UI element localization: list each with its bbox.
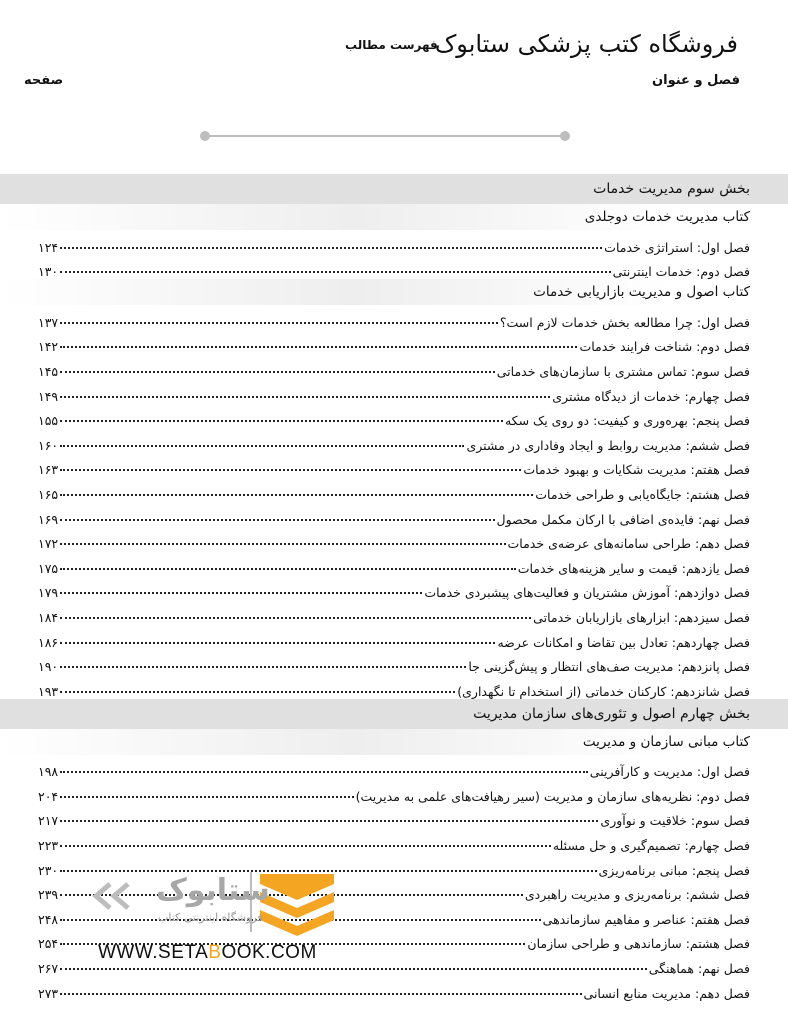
part-heading: بخش چهارم اصول و تئوری‌های سازمان مدیریت — [0, 699, 788, 729]
toc-label: فهرست مطالب — [345, 38, 438, 52]
chapter-title: فصل اول: مدیریت و کارآفرینی — [589, 764, 750, 780]
page-number: ۱۹۰ — [38, 659, 59, 675]
chapter-title: فصل چهارم: تصمیم‌گیری و حل مسئله — [552, 838, 750, 854]
page-number: ۱۶۰ — [38, 437, 59, 453]
dot-leader — [60, 568, 516, 570]
chapter-title: فصل دهم: طراحی سامانه‌های عرضه‌ی خدمات — [507, 536, 750, 552]
toc-entry — [0, 755, 788, 780]
chapter-title: فصل هفتم: مدیریت شکایات و بهبود خدمات — [523, 462, 750, 478]
page-number: ۲۴۸ — [38, 911, 59, 927]
dot-leader — [60, 322, 498, 324]
page-number: ۱۸۶ — [38, 634, 59, 650]
chapter-title: فصل یازدهم: قیمت و سایر هزینه‌های خدمات — [517, 560, 750, 576]
part-heading: بخش سوم مدیریت خدمات — [0, 174, 788, 204]
page-number: ۲۳۹ — [38, 887, 59, 903]
toc-entry — [0, 255, 788, 280]
page-number: ۱۹۸ — [38, 764, 59, 780]
toc-entry — [0, 230, 788, 255]
dot-leader — [60, 543, 505, 545]
chapter-title: فصل سوم: خلاقیت و نوآوری — [600, 813, 750, 829]
chapter-title: فصل دوم: شناخت فرایند خدمات — [579, 339, 750, 355]
toc-entry — [0, 804, 788, 829]
page-number: ۱۹۳ — [38, 683, 59, 699]
page-number: ۱۷۵ — [38, 560, 59, 576]
toc-entry — [0, 404, 788, 429]
dot-leader — [60, 445, 464, 447]
page-number: ۱۶۳ — [38, 462, 59, 478]
chapter-title: فصل سیزدهم: ابزارهای بازاریابان خدماتی — [533, 609, 750, 625]
dot-leader — [60, 617, 531, 619]
book-heading: کتاب مدیریت خدمات دوجلدی — [0, 204, 788, 230]
dot-leader — [60, 396, 550, 398]
toc-entry — [0, 477, 788, 502]
page-number: ۲۷۳ — [38, 985, 59, 1001]
page-number: ۱۳۷ — [38, 314, 59, 330]
toc-entry — [0, 551, 788, 576]
logo-brand: ستابوک — [156, 873, 270, 908]
page-number: ۱۳۰ — [38, 264, 59, 280]
page-number: ۱۴۵ — [38, 363, 59, 379]
page-number: ۲۰۴ — [38, 788, 59, 804]
page-number: ۱۵۵ — [38, 413, 59, 429]
dot-leader — [60, 666, 466, 668]
toc-entry — [0, 527, 788, 552]
chapter-title: فصل دوم: نظریه‌های سازمان و مدیریت (سیر رهیافت‌های علمی به مدیریت) — [355, 788, 750, 804]
dot-leader — [60, 420, 503, 422]
dot-leader — [60, 346, 577, 348]
toc-entry — [0, 379, 788, 404]
book-heading: کتاب مبانی سازمان و مدیریت — [0, 729, 788, 755]
toc-entry — [0, 779, 788, 804]
toc-entry — [0, 976, 788, 1001]
chapter-title: فصل دوازدهم: آموزش مشتریان و فعالیت‌های پیشبردی خدمات — [424, 585, 750, 601]
dot-leader — [60, 469, 521, 471]
chapter-title: فصل ششم: برنامه‌ریزی و مدیریت راهبردی — [524, 887, 750, 903]
toc-entry — [0, 828, 788, 853]
chapter-title: فصل هفتم: عناصر و مفاهیم سازماندهی — [542, 911, 750, 927]
chapter-title: فصل پنجم: مبانی برنامه‌ریزی — [598, 862, 750, 878]
dot-leader — [60, 820, 598, 822]
chapter-title: فصل دوم: خدمات اینترنتی — [612, 264, 750, 280]
dot-leader — [60, 642, 495, 644]
dot-leader — [60, 993, 581, 995]
page-number: ۱۴۹ — [38, 388, 59, 404]
chapter-title: فصل اول: استراتژی خدمات — [604, 239, 750, 255]
page-title: فروشگاه کتب پزشکی ستابوک — [434, 30, 738, 58]
page-number: ۲۶۷ — [38, 961, 59, 977]
dot-leader — [60, 691, 455, 693]
dot-leader — [60, 371, 495, 373]
dot-leader — [60, 494, 533, 496]
chapter-title: فصل ششم: مدیریت روابط و ایجاد وفاداری در مشتری — [466, 437, 750, 453]
chapter-title: فصل پانزدهم: مدیریت صف‌های انتظار و پیش‌گزینی جا — [468, 659, 750, 675]
toc-entry — [0, 330, 788, 355]
chapter-title: فصل سوم: تماس مشتری با سازمان‌های خدماتی — [496, 363, 750, 379]
page-number: ۱۷۲ — [38, 536, 59, 552]
page-number: ۲۲۳ — [38, 838, 59, 854]
dot-leader — [60, 796, 354, 798]
chapter-title: فصل اول: چرا مطالعه بخش خدمات لازم است؟ — [499, 314, 750, 330]
chapter-title: فصل نهم: فایده‌ی اضافی با ارکان مکمل محصول — [496, 511, 750, 527]
dot-leader — [60, 271, 610, 273]
chevrons-icon — [96, 884, 128, 908]
page-number: ۱۷۹ — [38, 585, 59, 601]
toc-entry — [0, 453, 788, 478]
toc-entry — [0, 305, 788, 330]
toc-entry — [0, 576, 788, 601]
chapter-title: فصل دهم: مدیریت منابع انسانی — [583, 985, 750, 1001]
toc-entry — [0, 625, 788, 650]
dot-leader — [60, 771, 588, 773]
page-number: ۱۸۴ — [38, 609, 59, 625]
dot-leader — [60, 247, 602, 249]
page-number: ۱۴۲ — [38, 339, 59, 355]
page-number: ۱۶۹ — [38, 511, 59, 527]
logo-url: WWW.SETABOOK.COM — [98, 942, 317, 963]
logo-tagline: فروشگاه اینترنتی کتاب — [158, 911, 263, 924]
dot-leader — [60, 845, 551, 847]
chapter-title: فصل هشتم: سازماندهی و طراحی سازمان — [527, 936, 750, 952]
chapter-title: فصل هشتم: جایگاه‌یابی و طراحی خدمات — [535, 486, 750, 502]
dot-leader — [60, 592, 422, 594]
toc-entry — [0, 428, 788, 453]
chapter-title: فصل شانزدهم: کارکنان خدماتی (از استخدام تا نگهداری) — [457, 683, 750, 699]
toc-entry — [0, 674, 788, 699]
chapter-title: فصل نهم: هماهنگی — [648, 961, 750, 977]
divider — [205, 135, 565, 137]
column-header-chapter: فصل و عنوان — [652, 73, 740, 88]
toc-entry — [0, 502, 788, 527]
book-heading: کتاب اصول و مدیریت بازاریابی خدمات — [0, 279, 788, 305]
chapter-title: فصل چهاردهم: تعادل بین تقاضا و امکانات عرضه — [497, 634, 750, 650]
chapter-title: فصل پنجم: بهره‌وری و کیفیت: دو روی یک سکه — [504, 413, 750, 429]
page-number: ۱۲۴ — [38, 239, 59, 255]
page-number: ۲۳۰ — [38, 862, 59, 878]
toc-entry — [0, 600, 788, 625]
book-stack-icon — [260, 874, 334, 936]
page-number: ۲۱۷ — [38, 813, 59, 829]
chapter-title: فصل چهارم: خدمات از دیدگاه مشتری — [552, 388, 750, 404]
page-number: ۱۶۵ — [38, 486, 59, 502]
toc-entry — [0, 650, 788, 675]
toc-entry — [0, 354, 788, 379]
dot-leader — [60, 519, 494, 521]
page-number: ۲۵۴ — [38, 936, 59, 952]
column-header-page: صفحه — [24, 73, 64, 88]
